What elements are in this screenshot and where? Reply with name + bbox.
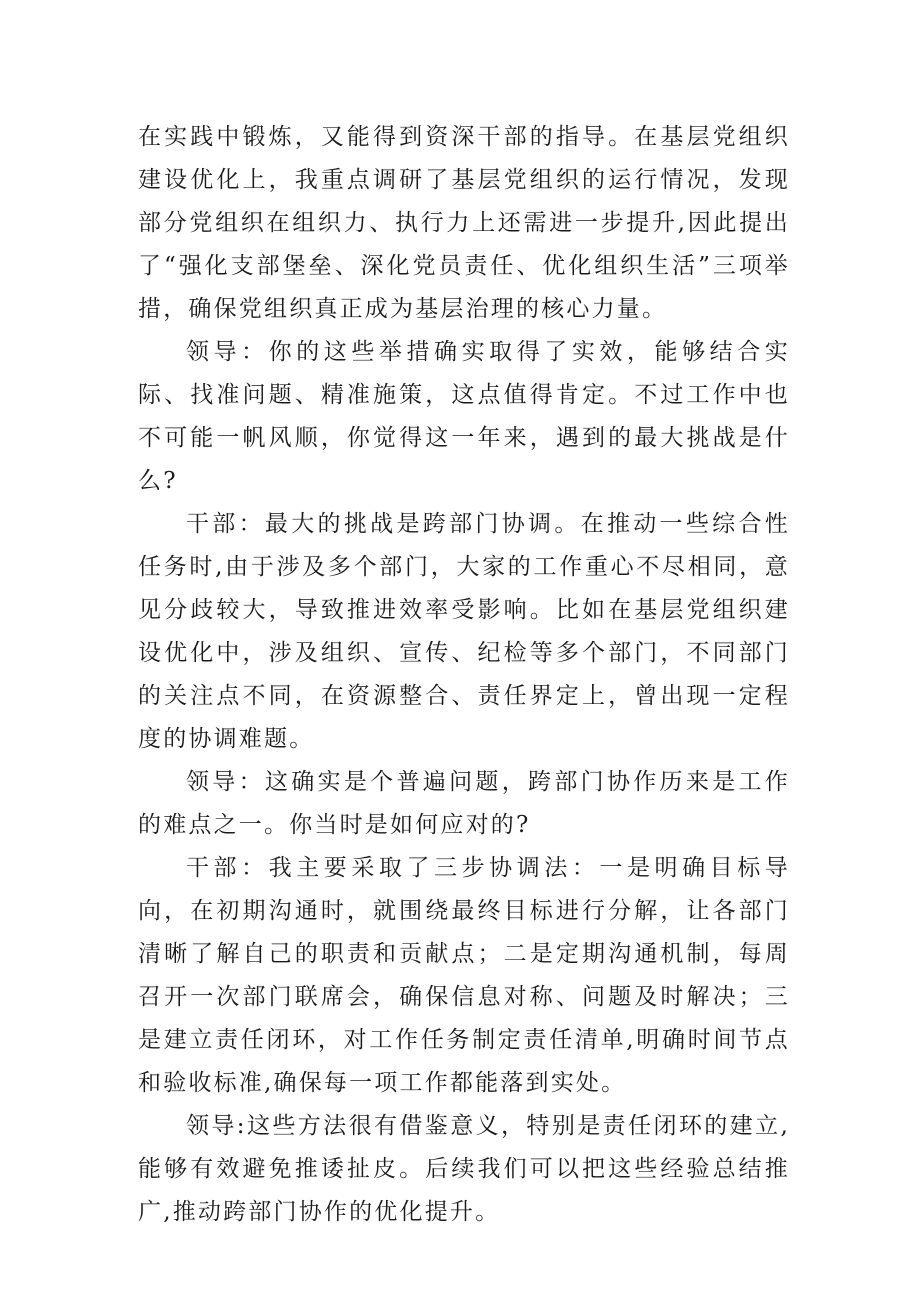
paragraph-leader-conclusion: 领导:这些方法很有借鉴意义，特别是责任闭环的建立,能够有效避免推诿扯皮。后续我们可以把这些经验总结推广,推动跨部门协作的优化提升。: [138, 1113, 790, 1225]
paragraph-leader-question: 领导：这确实是个普遍问题，跨部门协作历来是工作的难点之一。你当时是如何应对的?: [138, 769, 790, 838]
paragraph-cadre-method: 干部：我主要采取了三步协调法：一是明确目标导向，在初期沟通时，就围绕最终目标进行分解，让各部门清晰了解自己的职责和贡献点；二是定期沟通机制，每周召开一次部门联席会，确保信息对称、问题及时解决；三是建立责任闭环，对工作任务制定责任清单,明确时间节点和验收标准,确保每一项工作都能落到实处。: [138, 855, 790, 1096]
paragraph-cadre-reply: 干部：最大的挑战是跨部门协调。在推动一些综合性任务时,由于涉及多个部门，大家的工作重心不尽相同，意见分歧较大，导致推进效率受影响。比如在基层党组织建设优化中，涉及组织、宣传、纪检等多个部门，不同部门的关注点不同，在资源整合、责任界定上，曾出现一定程度的协调难题。: [138, 511, 790, 752]
paragraph-continuation: 在实践中锻炼，又能得到资深干部的指导。在基层党组织建设优化上，我重点调研了基层党组织的运行情况，发现部分党组织在组织力、执行力上还需进一步提升,因此提出了“强化支部堡垒、深化党员责任、优化组织生活”三项举措，确保党组织真正成为基层治理的核心力量。: [138, 124, 790, 322]
paragraph-leader-remark: 领导：你的这些举措确实取得了实效，能够结合实际、找准问题、精准施策，这点值得肯定。不过工作中也不可能一帆风顺，你觉得这一年来，遇到的最大挑战是什么?: [138, 339, 790, 494]
document-page: [138, 116, 790, 1234]
